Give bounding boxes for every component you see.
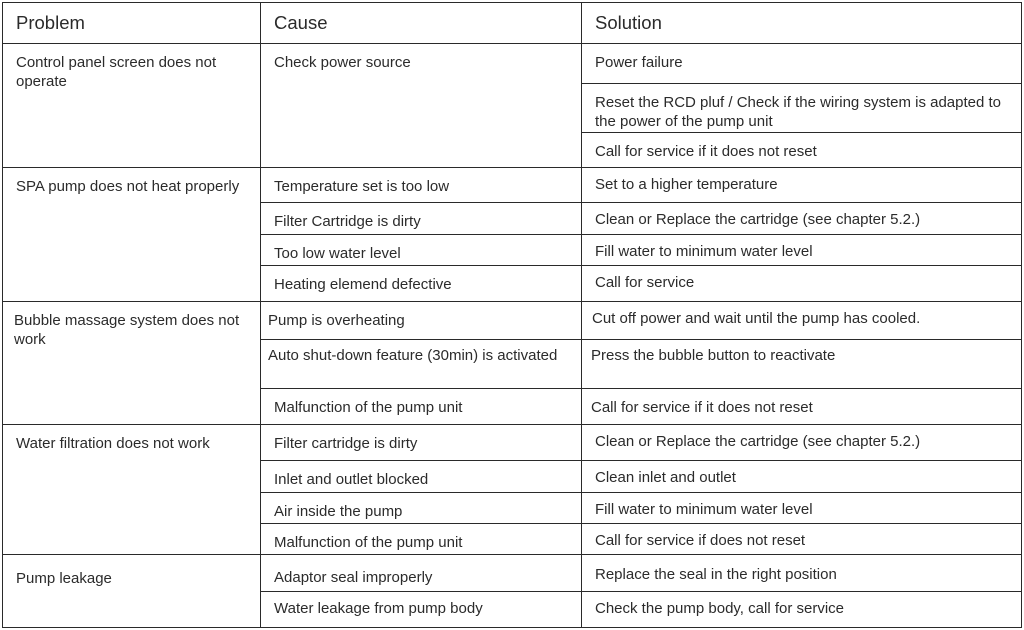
problem-cell: Control panel screen does not operate <box>2 43 261 168</box>
solution-cell: Check the pump body, call for service <box>581 591 1022 628</box>
solution-cell: Clean or Replace the cartridge (see chapter 5.2.) <box>581 202 1022 235</box>
cause-cell: Malfunction of the pump unit <box>260 388 582 425</box>
solution-cell: Clean or Replace the cartridge (see chapter 5.2.) <box>581 424 1022 461</box>
header-solution: Solution <box>581 2 1022 44</box>
problem-cell: SPA pump does not heat properly <box>2 167 261 302</box>
solution-cell: Fill water to minimum water level <box>581 492 1022 524</box>
solution-cell: Clean inlet and outlet <box>581 460 1022 493</box>
cause-cell: Auto shut-down feature (30min) is activated <box>260 339 582 389</box>
cause-cell: Inlet and outlet blocked <box>260 460 582 493</box>
header-problem: Problem <box>2 2 261 44</box>
solution-cell: Call for service if does not reset <box>581 523 1022 555</box>
solution-cell: Cut off power and wait until the pump has cooled. <box>581 301 1022 340</box>
cause-cell: Check power source <box>260 43 582 168</box>
solution-cell: Fill water to minimum water level <box>581 234 1022 266</box>
solution-cell: Set to a higher temperature <box>581 167 1022 203</box>
header-cause: Cause <box>260 2 582 44</box>
solution-cell: Call for service <box>581 265 1022 302</box>
cause-cell: Malfunction of the pump unit <box>260 523 582 555</box>
solution-cell: Reset the RCD pluf / Check if the wiring system is adapted to the power of the pump unit <box>581 83 1022 133</box>
cause-cell: Temperature set is too low <box>260 167 582 203</box>
problem-cell: Water filtration does not work <box>2 424 261 555</box>
cause-cell: Filter cartridge is dirty <box>260 424 582 461</box>
solution-cell: Call for service if it does not reset <box>581 132 1022 168</box>
cause-cell: Water leakage from pump body <box>260 591 582 628</box>
solution-cell: Power failure <box>581 43 1022 84</box>
cause-cell: Pump is overheating <box>260 301 582 340</box>
solution-cell: Replace the seal in the right position <box>581 554 1022 592</box>
cause-cell: Adaptor seal improperly <box>260 554 582 592</box>
problem-cell: Pump leakage <box>2 554 261 628</box>
cause-cell: Air inside the pump <box>260 492 582 524</box>
cause-cell: Filter Cartridge is dirty <box>260 202 582 235</box>
cause-cell: Heating elemend defective <box>260 265 582 302</box>
solution-cell: Press the bubble button to reactivate <box>581 339 1022 389</box>
cause-cell: Too low water level <box>260 234 582 266</box>
problem-cell: Bubble massage system does not work <box>2 301 261 425</box>
solution-cell: Call for service if it does not reset <box>581 388 1022 425</box>
